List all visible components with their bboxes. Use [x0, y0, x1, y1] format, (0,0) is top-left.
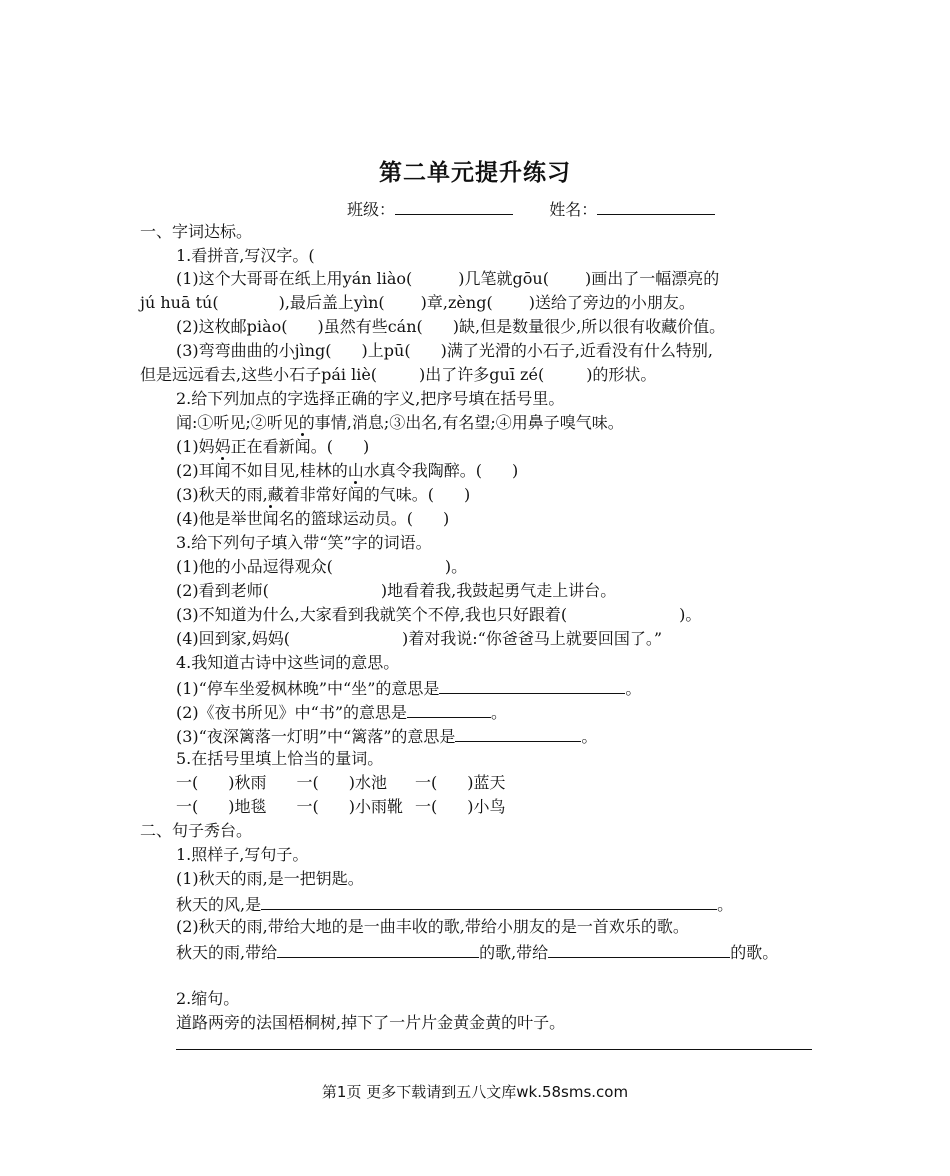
class-field[interactable] [395, 198, 513, 215]
section-2-heading: 二、句子秀台。 [140, 821, 253, 840]
measure-word-item: 一( )秋雨 [176, 773, 267, 792]
q3-item-2: (2)看到老师( )地看着我,我鼓起勇气走上讲台。 [176, 581, 617, 600]
q1-line-5: 但是远远看去,这些小石子pái liè( )出了许多guī zé( )的形状。 [140, 365, 657, 384]
s2-q1-write-1: 秋天的风,是 。 [176, 895, 734, 914]
student-info-row [347, 198, 715, 220]
pinyin: zèng [447, 293, 487, 312]
q1-line-3: (2)这枚邮piào( )虽然有些cán( )缺,但是数量很少,所以很有收藏价值。 [176, 317, 726, 336]
q3-title: 3.给下列句子填入带“笑”字的词语。 [176, 533, 432, 552]
answer-line[interactable] [261, 893, 717, 910]
pinyin: guī zé [489, 365, 538, 384]
answer-line[interactable] [439, 677, 625, 694]
name-field[interactable] [597, 198, 715, 215]
q2-meanings: 闻:①听见;②听见的事情,消息;③出名,有名望;④用鼻子嗅气味。 [176, 413, 624, 432]
dotted-char: 闻 [214, 461, 231, 480]
footer-divider [176, 1049, 812, 1050]
answer-line[interactable] [548, 941, 730, 958]
q4-item-1: (1)“停车坐爱枫林晚”中“坐”的意思是 。 [176, 679, 642, 698]
dotted-char: 闻 [294, 437, 311, 456]
dotted-char: 闻 [262, 509, 279, 528]
answer-line[interactable] [455, 725, 581, 742]
q5-title: 5.在括号里填上恰当的量词。 [176, 749, 384, 768]
answer-line[interactable] [407, 701, 491, 718]
name-label: 姓名： [549, 200, 598, 219]
q2-item-4: (4)他是举世闻名的篮球运动员。( ) [176, 509, 450, 528]
measure-word-item: 一( )小雨靴 [296, 797, 403, 816]
s2-q2-title: 2.缩句。 [176, 989, 240, 1008]
q2-item-1: (1)妈妈正在看新闻。( ) [176, 437, 370, 456]
dotted-char: 闻 [347, 485, 364, 504]
s2-q1-title: 1.照样子,写句子。 [176, 845, 309, 864]
s2-q1-write-2: 秋天的雨,带给 的歌,带给 的歌。 [176, 943, 779, 962]
q4-item-2: (2)《夜书所见》中“书”的意思是 。 [176, 703, 508, 722]
footer-link[interactable]: wk.58sms.com [516, 1083, 629, 1101]
measure-word-item: 一( )小鸟 [415, 797, 506, 816]
s2-q2-sentence: 道路两旁的法国梧桐树,掉下了一片片金黄金黄的叶子。 [176, 1013, 566, 1032]
pinyin: jú huā tú [140, 293, 213, 312]
s2-q1-example-1: (1)秋天的雨,是一把钥匙。 [176, 869, 364, 888]
q5-row-1 [176, 773, 506, 793]
pinyin: pū [383, 341, 405, 360]
pinyin: cán [387, 317, 417, 336]
pinyin: jìng [294, 341, 326, 360]
page-title: 第二单元提升练习 [379, 159, 571, 186]
q1-line-2: jú huā tú( ),最后盖上yìn( )章,zèng( )送给了旁边的小朋友。 [140, 293, 695, 312]
pinyin: yìn [353, 293, 379, 312]
class-label: 班级： [347, 200, 396, 219]
measure-word-item: 一( )蓝天 [415, 773, 506, 792]
pinyin: pái liè [321, 365, 371, 384]
q3-item-3: (3)不知道为什么,大家看到我就笑个不停,我也只好跟着( )。 [176, 605, 702, 624]
page-footer: 第1页 更多下载请到五八文库wk.58sms.com [321, 1083, 629, 1101]
q1-line-4: (3)弯弯曲曲的小jìng( )上pū( )满了光滑的小石子,近看没有什么特别, [176, 341, 714, 360]
pinyin: yán liào [342, 269, 407, 288]
q1-line-1: (1)这个大哥哥在纸上用yán liào( )几笔就gōu( )画出了一幅漂亮的 [176, 269, 720, 288]
q5-row-2 [176, 797, 506, 817]
pinyin: piào [246, 317, 282, 336]
page-number: 1 [336, 1083, 347, 1101]
q2-title: 2.给下列加点的字选择正确的字义,把序号填在括号里。 [176, 389, 565, 408]
measure-word-item: 一( )地毯 [176, 797, 267, 816]
pinyin: gōu [512, 269, 543, 288]
section-1-heading: 一、字词达标。 [140, 222, 253, 241]
q3-item-1: (1)他的小品逗得观众( )。 [176, 557, 468, 576]
s2-q1-example-2: (2)秋天的雨,带给大地的是一曲丰收的歌,带给小朋友的是一首欢乐的歌。 [176, 917, 689, 936]
q4-item-3: (3)“夜深篱落一灯明”中“篱落”的意思是 。 [176, 727, 598, 746]
measure-word-item: 一( )水池 [296, 773, 387, 792]
q2-item-3: (3)秋天的雨,藏着非常好闻的气味。( ) [176, 485, 471, 504]
q4-title: 4.我知道古诗中这些词的意思。 [176, 653, 400, 672]
q1-title: 1.看拼音,写汉字。( [176, 246, 315, 265]
q2-item-2: (2)耳闻不如目见,桂林的山水真令我陶醉。( ) [176, 461, 519, 480]
q3-item-4: (4)回到家,妈妈( )着对我说:“你爸爸马上就要回国了。” [176, 629, 662, 648]
answer-line[interactable] [277, 941, 479, 958]
